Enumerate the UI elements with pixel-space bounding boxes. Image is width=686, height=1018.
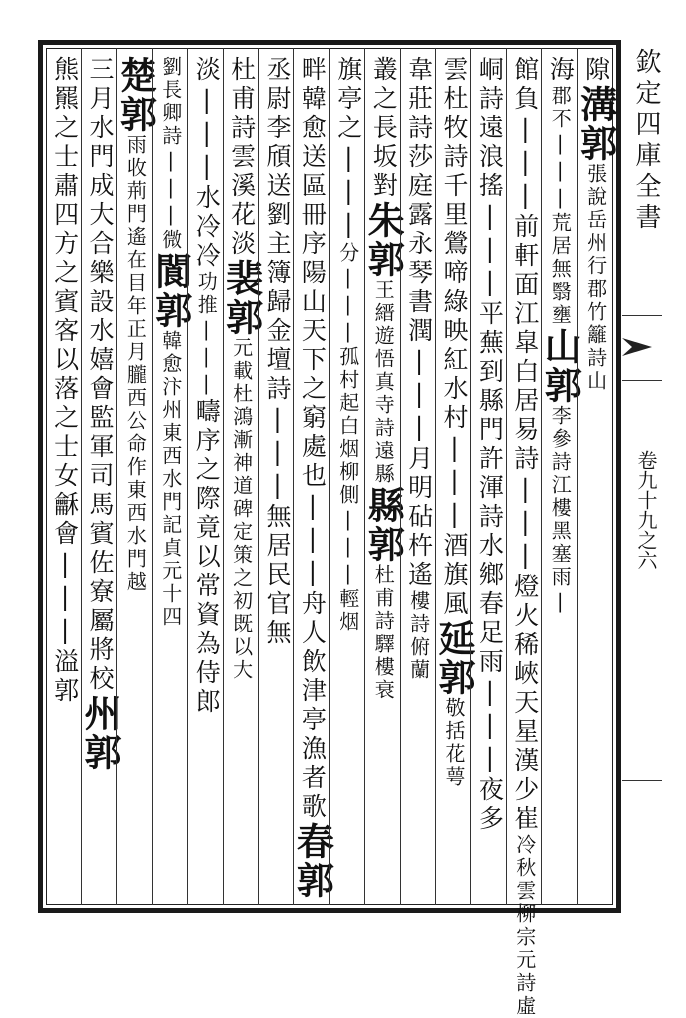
column-rule <box>116 48 117 905</box>
text-column <box>434 56 474 901</box>
body-text: 韋莊詩莎庭露永琴書潤|||月明砧杵遙 <box>404 56 434 590</box>
book-title: 欽定四庫全書 <box>631 48 661 234</box>
margin-divider <box>622 315 662 316</box>
column-rule <box>435 48 436 905</box>
annotation-text: 元載杜鴻漸神道碑定策之初既以大 <box>229 337 254 682</box>
text-column <box>219 56 264 901</box>
annotation-text: 郡不|||荒居無翳壅 <box>548 85 573 327</box>
text-column <box>45 56 85 901</box>
text-column <box>469 56 509 901</box>
annotation-text: 張說岳州行郡竹籬詩山 <box>583 163 608 393</box>
place-heading: 山 <box>538 327 583 366</box>
place-heading: 閬 <box>148 252 193 291</box>
place-heading: 郭 <box>78 733 122 772</box>
annotation-text: 樓詩俯蘭 <box>406 590 431 682</box>
place-heading: 郭 <box>538 366 583 405</box>
annotation-text: 功推||| <box>194 271 219 398</box>
annotation-text: 劉長卿詩|||微 <box>158 56 183 252</box>
place-heading: 郭 <box>573 124 618 163</box>
text-column <box>113 56 158 901</box>
body-text: 旗亭之||| <box>333 56 363 242</box>
column-rule <box>541 48 542 905</box>
margin-divider <box>622 380 662 381</box>
place-heading: 郭 <box>361 240 406 279</box>
place-heading: 郭 <box>113 95 158 134</box>
body-text: 隙 <box>581 56 611 85</box>
column-rule <box>577 48 578 905</box>
page-margin <box>622 40 682 913</box>
margin-divider <box>622 780 662 781</box>
annotation-text: 李參詩江樓黑塞雨| <box>548 405 573 616</box>
annotation-text: 王縉遊悟真寺詩遠縣 <box>371 279 396 486</box>
body-text: 三月水門成大合樂設水嬉會監軍司馬賓佐寮屬將校 <box>86 56 115 694</box>
place-heading: 裴 <box>219 259 264 298</box>
text-column <box>328 56 368 901</box>
column-rule <box>470 48 471 905</box>
text-column <box>186 56 226 901</box>
annotation-text: 年正月朧西公命作東西水門越 <box>123 295 148 594</box>
place-heading: 郭 <box>148 291 193 330</box>
body-text: 淡|||水冷冷 <box>192 56 222 271</box>
column-rule <box>506 48 507 905</box>
text-column <box>538 56 583 901</box>
annotation-text: 分|||孤村起白烟 <box>335 242 360 461</box>
text-column <box>573 56 618 901</box>
place-heading: 郭 <box>361 525 406 564</box>
text-column <box>80 56 120 901</box>
body-text: 疇序之際竟以常資為侍郎 <box>192 398 222 717</box>
column-rule <box>258 48 259 905</box>
body-text: 丞尉李頎送劉主簿歸金壇詩|||無居民官無 <box>263 56 292 648</box>
place-heading: 楚 <box>113 56 158 95</box>
column-rule <box>187 48 188 905</box>
annotation-text: 杜甫詩驛樓衰 <box>371 564 396 702</box>
column-rule <box>400 48 401 905</box>
annotation-text: 敬括花萼 <box>442 697 466 789</box>
place-heading: 州 <box>78 694 122 733</box>
body-text: 叢之長坂對 <box>369 56 399 201</box>
place-heading: 溝 <box>573 85 618 124</box>
body-text: 畔韓愈送區冊序陽山天下之窮處也|||舟人飲津亭漁者歌 <box>298 56 328 822</box>
place-heading: 朱 <box>361 201 406 240</box>
column-rule <box>152 48 153 905</box>
volume-number: 卷九十九之六 <box>634 450 658 570</box>
body-text: 峒詩遠浪搖|||平蕪到縣門許渾詩水鄉春足雨|||夜多 <box>475 56 505 834</box>
body-text: 熊羆之士肅四方之賓客以落之士女龢會|||溢郭 <box>50 56 80 706</box>
body-text: 館負|||前軒面江皐白居易詩|||燈火稀峽天星漢少崔 <box>510 56 540 834</box>
annotation-text: 雨收荊門遙在目 <box>123 134 148 295</box>
body-text: 雲杜牧詩千里鶯啼綠映紅水村|||酒旗風 <box>440 56 469 619</box>
column-rule <box>223 48 224 905</box>
annotation-text: 冷秋雲柳宗元詩虛 <box>512 834 537 1018</box>
text-column <box>148 56 193 901</box>
place-heading: 郭 <box>432 658 476 697</box>
column-rule <box>329 48 330 905</box>
body-text: 杜甫詩雲溪花淡 <box>227 56 257 259</box>
text-column <box>257 56 297 901</box>
place-heading: 郭 <box>219 298 264 337</box>
place-heading: 延 <box>432 619 476 658</box>
place-heading: 春 <box>290 822 335 861</box>
place-heading: 郭 <box>290 861 335 900</box>
fish-tail-mark-icon <box>622 330 656 364</box>
text-column <box>399 56 439 901</box>
text-column <box>290 56 335 901</box>
column-rule <box>81 48 82 905</box>
annotation-text: 韓愈汴州東西水門記貞元十四 <box>158 330 183 629</box>
body-text: 海 <box>546 56 576 85</box>
text-column <box>361 56 406 901</box>
annotation-text: 柳側|||輕烟 <box>335 461 360 634</box>
place-heading: 縣 <box>361 486 406 525</box>
column-rule <box>293 48 294 905</box>
column-rule <box>364 48 365 905</box>
text-column <box>505 56 545 1018</box>
